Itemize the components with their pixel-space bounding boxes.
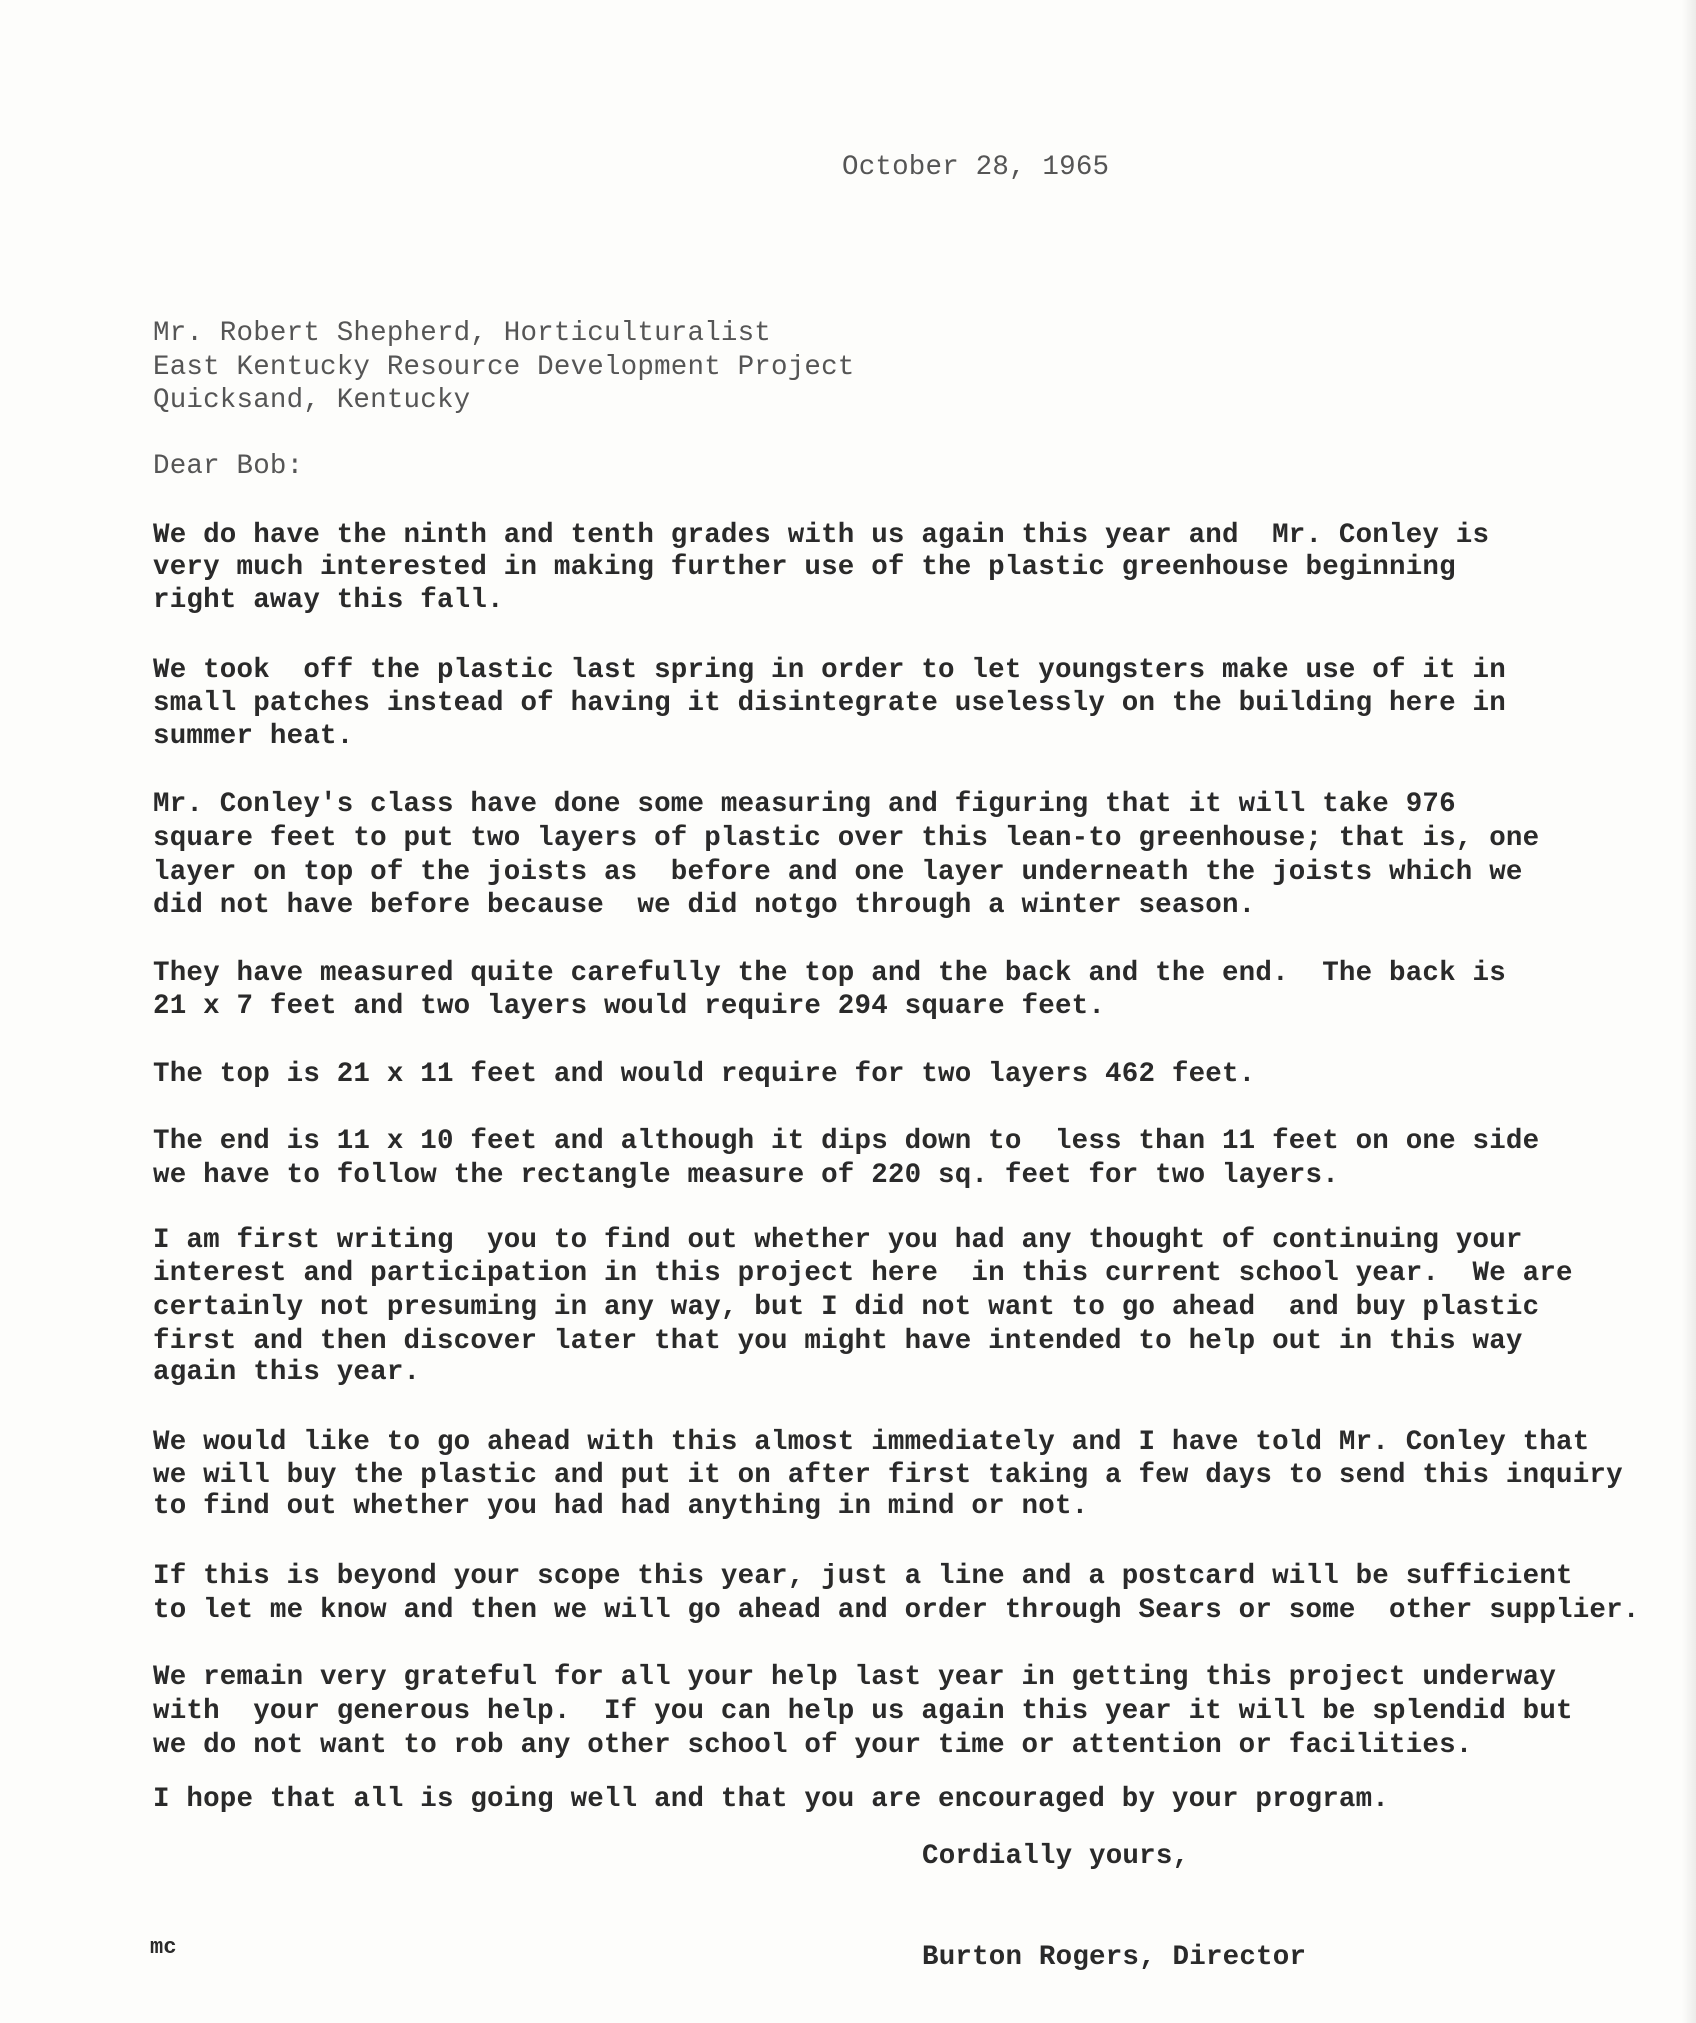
- paragraph-2-line: small patches instead of having it disintegrate uselessly on the building here in: [153, 688, 1506, 719]
- typist-initials: mc: [150, 1935, 177, 1960]
- paragraph-1-line: right away this fall.: [153, 585, 504, 616]
- paragraph-7-line: interest and participation in this project here in this current school year. We are: [153, 1258, 1573, 1289]
- paragraph-7-line: I am first writing you to find out whether you had any thought of continuing your: [153, 1225, 1523, 1256]
- paragraph-3-line: Mr. Conley's class have done some measuring and figuring that it will take 976: [153, 789, 1456, 820]
- paragraph-6-line: The end is 11 x 10 feet and although it dips down to less than 11 feet on one side: [153, 1126, 1540, 1157]
- paragraph-9-line: to let me know and then we will go ahead and order through Sears or some other supplier.: [153, 1595, 1640, 1626]
- paragraph-2-line: summer heat.: [153, 721, 354, 752]
- closing: Cordially yours,: [922, 1841, 1190, 1872]
- signature-block: Burton Rogers, Director: [922, 1942, 1307, 1973]
- salutation: Dear Bob:: [153, 451, 304, 482]
- paragraph-3-line: layer on top of the joists as before and one layer underneath the joists which we: [153, 857, 1523, 888]
- recipient-line: Quicksand, Kentucky: [153, 385, 471, 416]
- paragraph-8-line: we will buy the plastic and put it on after first taking a few days to send this inquiry: [153, 1460, 1623, 1491]
- paragraph-7-line: first and then discover later that you might have intended to help out in this way: [153, 1326, 1523, 1357]
- paragraph-8-line: We would like to go ahead with this almost immediately and I have told Mr. Conley that: [153, 1427, 1590, 1458]
- paragraph-10-line: we do not want to rob any other school of your time or attention or facilities.: [153, 1730, 1473, 1761]
- paragraph-1-line: very much interested in making further use of the plastic greenhouse beginning: [153, 552, 1456, 583]
- paragraph-9-line: If this is beyond your scope this year, just a line and a postcard will be sufficient: [153, 1561, 1573, 1592]
- paragraph-3-line: did not have before because we did notgo through a winter season.: [153, 890, 1256, 921]
- recipient-line: East Kentucky Resource Development Project: [153, 352, 855, 383]
- letter-date: October 28, 1965: [842, 152, 1110, 183]
- paragraph-10-line: We remain very grateful for all your help last year in getting this project underway: [153, 1662, 1557, 1693]
- paragraph-6-line: we have to follow the rectangle measure of 220 sq. feet for two layers.: [153, 1160, 1339, 1191]
- paragraph-8-line: to find out whether you had had anything in mind or not.: [153, 1491, 1089, 1522]
- paragraph-5-line: The top is 21 x 11 feet and would require for two layers 462 feet.: [153, 1059, 1256, 1090]
- page-edge-shadow: [1682, 0, 1696, 2023]
- paragraph-2-line: We took off the plastic last spring in order to let youngsters make use of it in: [153, 655, 1506, 686]
- paragraph-1-line: We do have the ninth and tenth grades with us again this year and Mr. Conley is: [153, 520, 1490, 551]
- paragraph-3-line: square feet to put two layers of plastic over this lean-to greenhouse; that is, one: [153, 823, 1540, 854]
- paragraph-4-line: They have measured quite carefully the top and the back and the end. The back is: [153, 958, 1506, 989]
- paragraph-7-line: certainly not presuming in any way, but I did not want to go ahead and buy plastic: [153, 1292, 1540, 1323]
- paragraph-4-line: 21 x 7 feet and two layers would require 294 square feet.: [153, 991, 1106, 1022]
- paragraph-10-line: with your generous help. If you can help us again this year it will be splendid but: [153, 1696, 1573, 1727]
- paragraph-11-line: I hope that all is going well and that you are encouraged by your program.: [153, 1784, 1389, 1815]
- paragraph-7-line: again this year.: [153, 1357, 421, 1388]
- recipient-line: Mr. Robert Shepherd, Horticulturalist: [153, 318, 771, 349]
